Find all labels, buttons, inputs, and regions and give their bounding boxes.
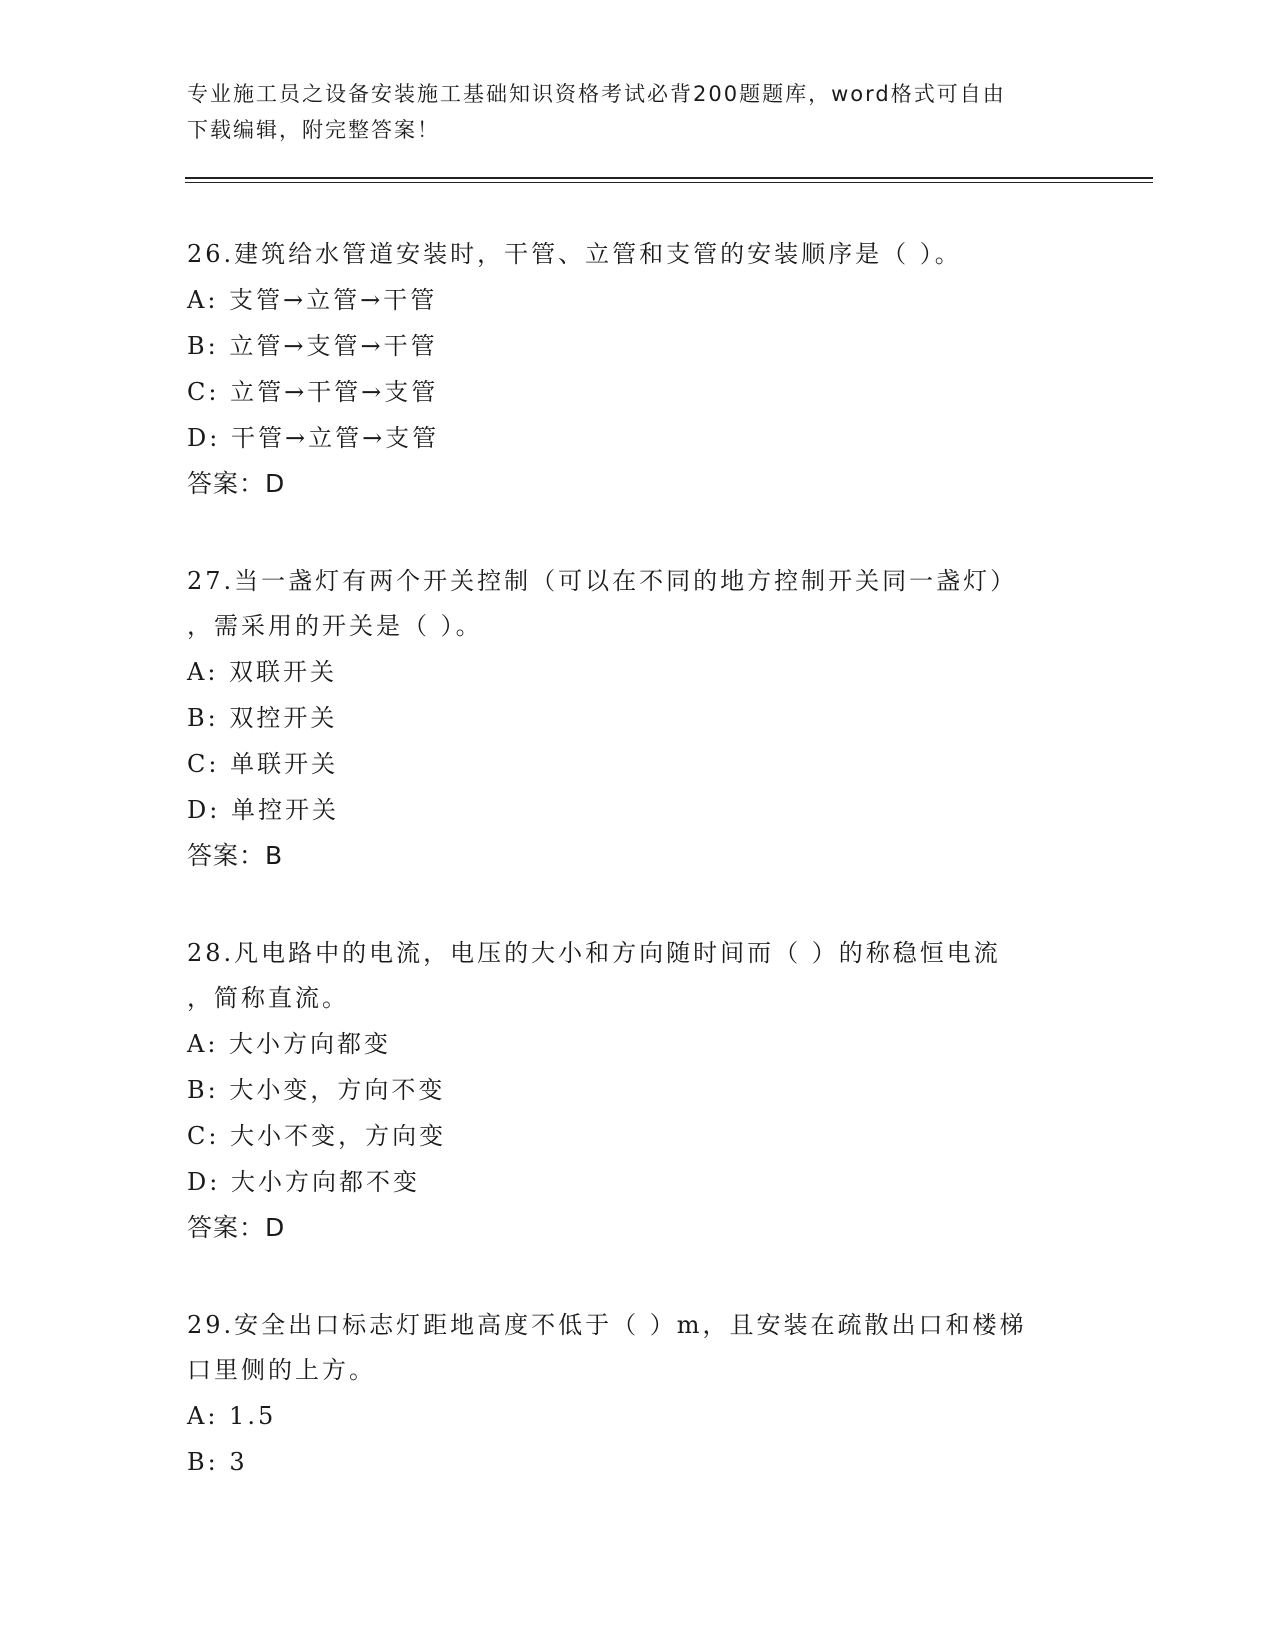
header-divider-thin bbox=[185, 182, 1153, 183]
question-text-continued: 口里侧的上方。 bbox=[187, 1356, 376, 1384]
option-a: A: 支管→立管→干管 bbox=[187, 286, 438, 314]
document-header bbox=[187, 76, 1067, 148]
option-d: D: 单控开关 bbox=[187, 796, 339, 824]
question-text: 29.安全出口标志灯距地高度不低于（ ）m，且安装在疏散出口和楼梯 bbox=[187, 1311, 1027, 1339]
question-29 bbox=[187, 1303, 1087, 1485]
question-26 bbox=[187, 232, 1087, 507]
header-line-2: 下载编辑，附完整答案！ bbox=[187, 118, 440, 142]
option-c: C: 立管→干管→支管 bbox=[187, 378, 439, 406]
header-line-1: 专业施工员之设备安装施工基础知识资格考试必背200题题库，word格式可自由 bbox=[187, 82, 1006, 106]
question-text: 26.建筑给水管道安装时，干管、立管和支管的安装顺序是（ ）。 bbox=[187, 240, 962, 268]
question-27 bbox=[187, 559, 1087, 879]
answer: 答案：B bbox=[187, 841, 284, 870]
option-b: B: 双控开关 bbox=[187, 704, 338, 732]
header-divider-thick bbox=[185, 177, 1153, 179]
question-text-continued: ，简称直流。 bbox=[187, 984, 349, 1012]
option-a: A: 1.5 bbox=[187, 1402, 277, 1430]
question-text: 27.当一盏灯有两个开关控制（可以在不同的地方控制开关同一盏灯） bbox=[187, 567, 1018, 595]
answer: 答案：D bbox=[187, 1213, 286, 1242]
option-b: B: 3 bbox=[187, 1448, 248, 1476]
question-text-continued: ，需采用的开关是（ ）。 bbox=[187, 612, 483, 640]
option-a: A: 大小方向都变 bbox=[187, 1030, 392, 1058]
question-text: 28.凡电路中的电流，电压的大小和方向随时间而（ ）的称稳恒电流 bbox=[187, 939, 1001, 967]
question-list bbox=[187, 232, 1087, 1537]
option-b: B: 大小变，方向不变 bbox=[187, 1076, 446, 1104]
option-a: A: 双联开关 bbox=[187, 658, 338, 686]
answer: 答案：D bbox=[187, 469, 286, 498]
option-d: D: 大小方向都不变 bbox=[187, 1168, 420, 1196]
option-c: C: 大小不变，方向变 bbox=[187, 1122, 447, 1150]
question-28 bbox=[187, 931, 1087, 1251]
option-c: C: 单联开关 bbox=[187, 750, 339, 778]
option-d: D: 干管→立管→支管 bbox=[187, 424, 440, 452]
option-b: B: 立管→支管→干管 bbox=[187, 332, 438, 360]
